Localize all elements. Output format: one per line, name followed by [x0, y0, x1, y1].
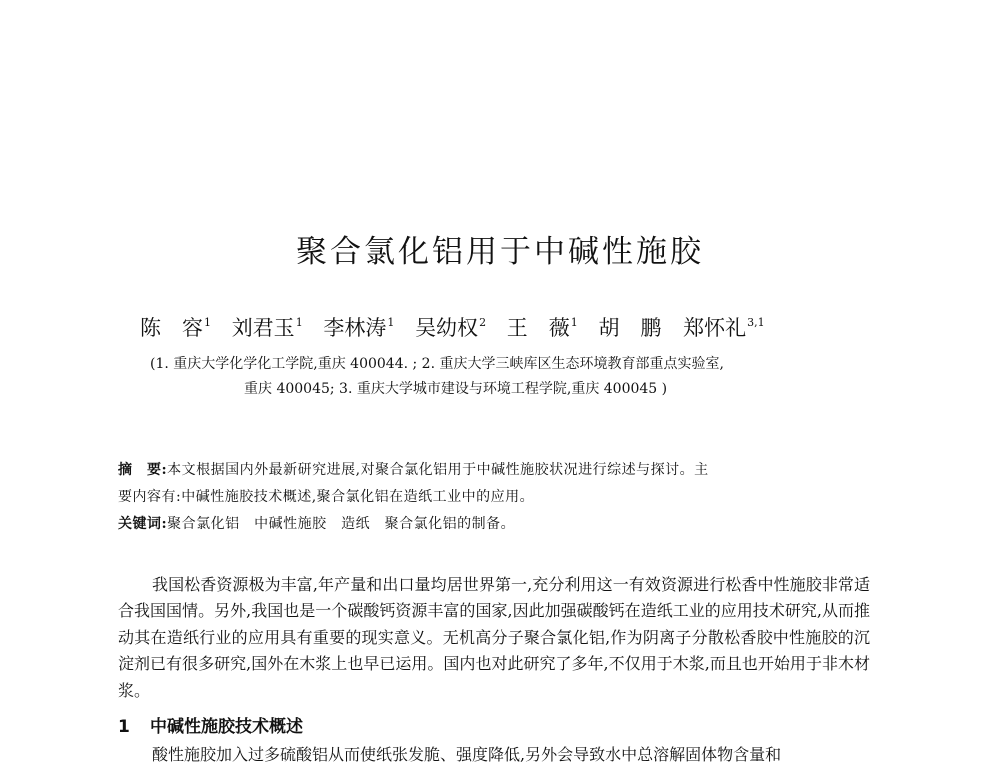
- keywords-label: 关键词:: [118, 516, 168, 532]
- intro-paragraph: 我国松香资源极为丰富,年产量和出口量均居世界第一,充分利用这一有效资源进行松香中性施胶非常适合我国国情。另外,我国也是一个碳酸钙资源丰富的国家,因此加强碳酸钙在造纸工业的应用技术研究,从而推动其在造纸行业的应用具有重要的现实意义。无机高分子聚合氯化铝,作为阴离子分散松香胶中性施胶的沉淀剂已有很多研究,国外在木浆上也早已运用。国内也对此研究了多年,不仅用于木浆,而且也开始用于非木材浆。: [118, 575, 870, 700]
- affiliation-line: (1. 重庆大学化学化工学院,重庆 400044. ; 2. 重庆大学三峡库区生态环境教育部重点实验室,: [150, 356, 724, 372]
- keywords-text: 聚合氯化铝 中碱性施胶 造纸 聚合氯化铝的制备。: [167, 516, 516, 532]
- author: [323, 312, 394, 342]
- author-name: 李林涛: [323, 316, 387, 340]
- author-affiliation-marker: 3,1: [747, 316, 765, 329]
- keywords-line: [118, 513, 515, 533]
- author-name: 陈 容: [140, 316, 203, 340]
- abstract-line: [118, 459, 709, 479]
- author-name: 吴幼权: [415, 316, 479, 340]
- author: [232, 312, 303, 342]
- author: [683, 312, 765, 342]
- section-number: 1: [118, 717, 130, 737]
- author-list: [140, 312, 900, 342]
- author-name: 王 薇: [506, 316, 570, 340]
- author-affiliation-marker: 1: [295, 316, 303, 329]
- author-name: 郑怀礼: [683, 316, 747, 340]
- author: [415, 312, 486, 342]
- affiliation-line: 重庆 400045; 3. 重庆大学城市建设与环境工程学院,重庆 400045 ): [244, 381, 668, 397]
- author: [507, 312, 578, 342]
- author: [140, 312, 211, 342]
- author-affiliation-marker: 1: [204, 316, 211, 329]
- section-heading: [118, 712, 303, 737]
- author: [598, 312, 662, 342]
- author-name: 胡 鹏: [598, 316, 662, 340]
- section-title: 中碱性施胶技术概述: [150, 717, 303, 737]
- paper-title: 聚合氯化铝用于中碱性施胶: [296, 234, 704, 270]
- abstract-text: 本文根据国内外最新研究进展,对聚合氯化铝用于中碱性施胶状况进行综述与探讨。主: [167, 462, 709, 478]
- author-affiliation-marker: 1: [570, 316, 578, 329]
- author-affiliation-marker: 1: [387, 316, 395, 329]
- section-paragraph: 酸性施胶加入过多硫酸铝从而使纸张发脆、强度降低,另外会导致水中总溶解固体物含量和: [152, 745, 782, 764]
- abstract-line: 要内容有:中碱性施胶技术概述,聚合氯化铝在造纸工业中的应用。: [118, 489, 535, 505]
- author-affiliation-marker: 2: [479, 316, 487, 329]
- abstract-label: 摘 要:: [118, 462, 168, 478]
- author-name: 刘君玉: [231, 316, 295, 340]
